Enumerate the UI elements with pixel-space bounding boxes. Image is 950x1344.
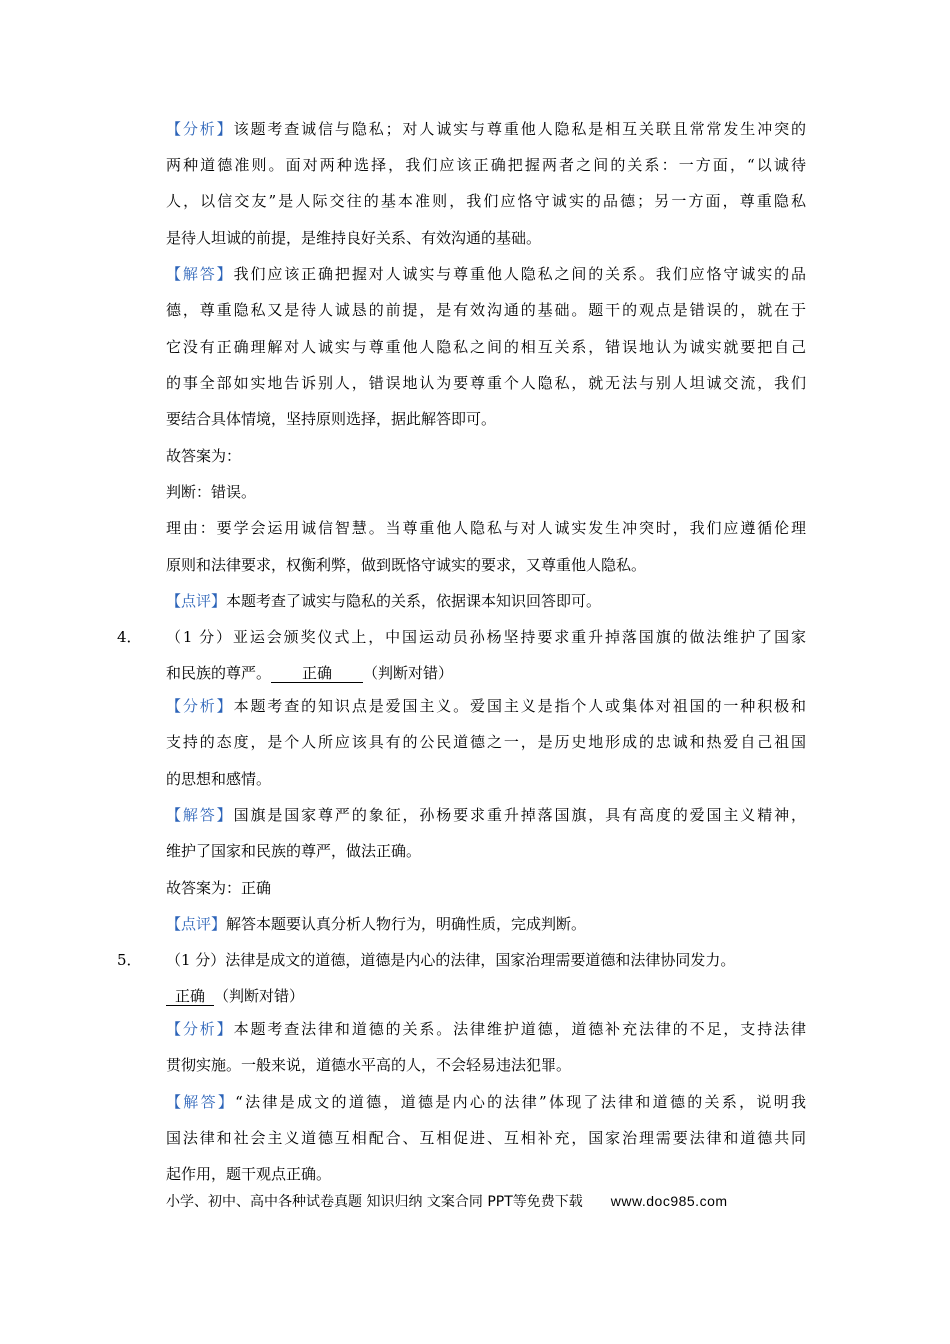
q5-number: 5． bbox=[117, 951, 142, 969]
q3-reason-line-1: 理由：要学会运用诚信智慧。当尊重他人隐私与对人诚实发生冲突时，我们应遵循伦理 bbox=[166, 519, 806, 537]
answer-tag: 【解答】 bbox=[166, 265, 234, 283]
q5-answer-line-2: 国法律和社会主义道德互相配合、互相促进、互相补充，国家治理需要法律和道德共同 bbox=[166, 1129, 806, 1147]
q4-number: 4． bbox=[117, 628, 142, 646]
q4-answer-blank: 正确 bbox=[271, 664, 363, 683]
analysis-tag: 【分析】 bbox=[166, 120, 234, 138]
q4-stem-line-1: （1 分）亚运会颁奖仪式上，中国运动员孙杨坚持要求重升掉落国旗的做法维护了国家 bbox=[166, 628, 806, 646]
q3-analysis-line-4: 是待人坦诚的前提，是维持良好关系、有效沟通的基础。 bbox=[166, 229, 542, 247]
q5-answer-blank: 正确 bbox=[166, 987, 214, 1006]
q5-analysis-line-2: 贯彻实施。一般来说，道德水平高的人，不会轻易违法犯罪。 bbox=[166, 1056, 572, 1074]
answer-tag: 【解答】 bbox=[166, 806, 234, 824]
q5-answer-line-3: 起作用，题干观点正确。 bbox=[166, 1165, 332, 1183]
q4-answer-line-1: 【解答】国旗是国家尊严的象征，孙杨要求重升掉落国旗，具有高度的爱国主义精神， bbox=[166, 806, 806, 824]
q3-analysis-line-2: 两种道德准则。面对两种选择，我们应该正确把握两者之间的关系：一方面，“以诚待 bbox=[166, 156, 806, 174]
q3-answer-line-2: 德，尊重隐私又是待人诚恳的前提，是有效沟通的基础。题干的观点是错误的，就在于 bbox=[166, 301, 806, 319]
answer-tag: 【解答】 bbox=[166, 1093, 236, 1111]
q3-answer-line-3: 它没有正确理解对人诚实与尊重他人隐私之间的相互关系，错误地认为诚实就要把自己 bbox=[166, 338, 806, 356]
q3-final-answer-label: 故答案为： bbox=[166, 447, 242, 465]
q5-analysis-line-1: 【分析】本题考查法律和道德的关系。法律维护道德，道德补充法律的不足，支持法律 bbox=[166, 1020, 806, 1038]
q3-analysis-line-3: 人，以信交友”是人际交往的基本准则，我们应恪守诚实的品德；另一方面，尊重隐私 bbox=[166, 192, 806, 210]
footer-text: 小学、初中、高中各种试卷真题 知识归纳 文案合同 PPT等免费下载 bbox=[166, 1194, 583, 1210]
q5-stem-line-1: （1 分）法律是成文的道德，道德是内心的法律，国家治理需要道德和法律协同发力。 bbox=[166, 951, 736, 969]
q3-answer-line-5: 要结合具体情境，坚持原则选择，据此解答即可。 bbox=[166, 410, 497, 428]
q3-judgement: 判断：错误。 bbox=[166, 483, 257, 501]
q3-analysis-line-1: 【分析】该题考查诚信与隐私；对人诚实与尊重他人隐私是相互关联且常常发生冲突的 bbox=[166, 120, 806, 138]
q3-reason-line-2: 原则和法律要求，权衡利弊，做到既恪守诚实的要求，又尊重他人隐私。 bbox=[166, 556, 647, 574]
q4-analysis-line-3: 的思想和感情。 bbox=[166, 770, 272, 788]
q4-analysis-line-1: 【分析】本题考查的知识点是爱国主义。爱国主义是指个人或集体对祖国的一种积极和 bbox=[166, 697, 806, 715]
comment-tag: 【点评】 bbox=[166, 915, 227, 933]
q3-answer-line-4: 的事全部如实地告诉别人，错误地认为要尊重个人隐私，就无法与别人坦诚交流，我们 bbox=[166, 374, 806, 392]
q4-final-answer: 故答案为：正确 bbox=[166, 879, 272, 897]
q4-answer-line-2: 维护了国家和民族的尊严，做法正确。 bbox=[166, 842, 422, 860]
q4-stem-line-2: 和民族的尊严。 正确 （判断对错） bbox=[166, 664, 454, 682]
comment-tag: 【点评】 bbox=[166, 592, 227, 610]
q4-comment: 【点评】解答本题要认真分析人物行为，明确性质，完成判断。 bbox=[166, 915, 587, 933]
q5-stem-line-2: 正确 （判断对错） bbox=[166, 986, 806, 1006]
footer-site-link[interactable]: www.doc985.com bbox=[610, 1193, 728, 1209]
page-footer bbox=[166, 1191, 728, 1212]
q3-comment: 【点评】本题考查了诚实与隐私的关系，依据课本知识回答即可。 bbox=[166, 592, 602, 610]
analysis-tag: 【分析】 bbox=[166, 1020, 234, 1038]
q3-answer-line-1: 【解答】我们应该正确把握对人诚实与尊重他人隐私之间的关系。我们应恪守诚实的品 bbox=[166, 265, 806, 283]
q5-answer-line-1: 【解答】“法律是成文的道德，道德是内心的法律”体现了法律和道德的关系，说明我 bbox=[166, 1093, 806, 1111]
analysis-tag: 【分析】 bbox=[166, 697, 234, 715]
q4-analysis-line-2: 支持的态度，是个人所应该具有的公民道德之一，是历史地形成的忠诚和热爱自己祖国 bbox=[166, 733, 806, 751]
